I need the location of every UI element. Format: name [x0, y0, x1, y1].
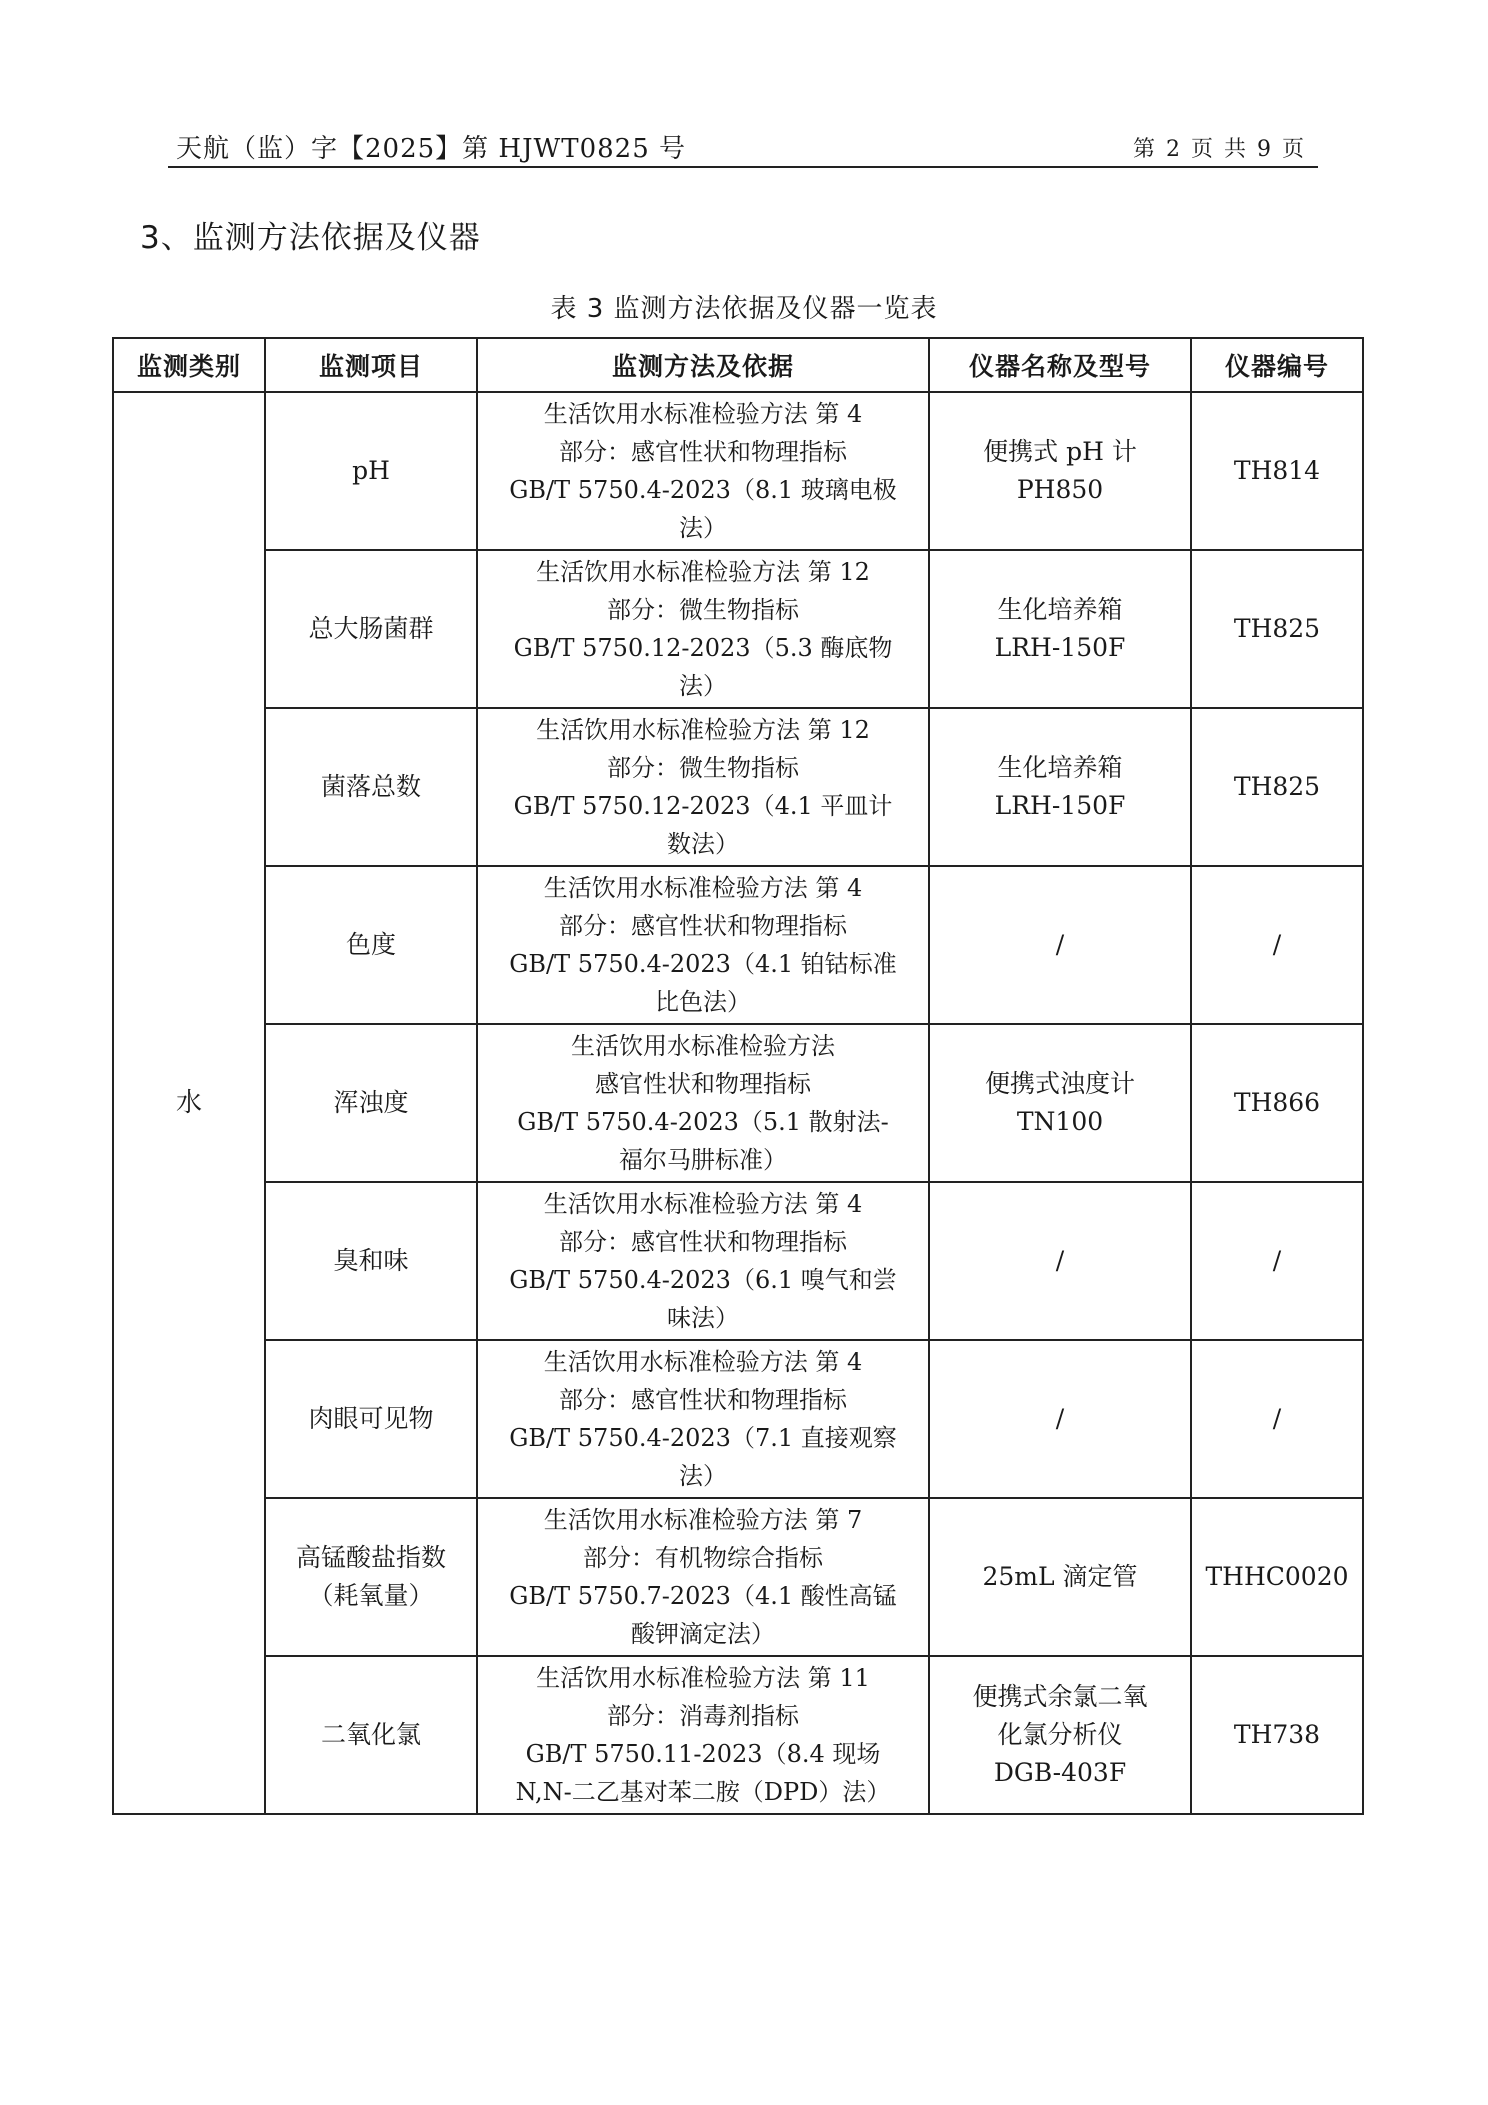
method-cell [477, 1024, 929, 1182]
method-cell-line: 数法） [667, 830, 739, 858]
instrument-cell-line: / [1055, 1404, 1065, 1433]
monitoring-methods-table [112, 337, 1364, 1815]
method-cell-line: 生活饮用水标准检验方法 第 11 [536, 1664, 870, 1692]
method-cell-line: 生活饮用水标准检验方法 第 12 [536, 558, 870, 586]
item-cell [265, 866, 477, 1024]
page-header [168, 126, 1318, 168]
method-cell-line: 生活饮用水标准检验方法 第 4 [543, 874, 863, 902]
instrument-cell-line: 化氯分析仪 [997, 1720, 1123, 1749]
instrument-cell-line: 便携式余氯二氧 [972, 1682, 1148, 1711]
method-cell-line: 感官性状和物理指标 [595, 1070, 811, 1098]
instrument-number-cell: TH825 [1191, 550, 1363, 708]
method-cell-line: 酸钾滴定法） [631, 1620, 775, 1648]
instrument-number-cell: TH738 [1191, 1656, 1363, 1814]
instrument-number-cell: TH866 [1191, 1024, 1363, 1182]
item-cell-line: 二氧化氯 [320, 1720, 421, 1749]
item-cell-line: pH [352, 456, 390, 485]
table-caption: 表 3 监测方法依据及仪器一览表 [550, 294, 938, 324]
column-header-category: 监测类别 [113, 338, 265, 392]
method-cell [477, 1498, 929, 1656]
method-cell-line: 生活饮用水标准检验方法 第 4 [543, 1348, 863, 1376]
method-cell [477, 1182, 929, 1340]
item-cell-line: 色度 [345, 930, 396, 959]
instrument-cell-line: / [1055, 930, 1065, 959]
table-header-row [113, 338, 1363, 392]
method-cell [477, 1340, 929, 1498]
method-cell-line: GB/T 5750.4-2023（5.1 散射法- [517, 1108, 889, 1136]
instrument-number-cell: / [1191, 866, 1363, 1024]
column-header-instrument: 仪器名称及型号 [929, 338, 1191, 392]
method-cell-line: N,N-二乙基对苯二胺（DPD）法） [515, 1778, 891, 1806]
method-cell-line: 福尔马肼标准） [619, 1146, 787, 1174]
method-cell-line: 部分：感官性状和物理指标 [559, 1386, 847, 1414]
item-cell-line: 肉眼可见物 [308, 1404, 434, 1433]
table-row [113, 1340, 1363, 1498]
method-cell [477, 708, 929, 866]
method-cell [477, 1656, 929, 1814]
item-cell [265, 1182, 477, 1340]
item-cell [265, 1024, 477, 1182]
instrument-cell-line: DGB-403F [993, 1758, 1127, 1787]
instrument-cell-line: 25mL 滴定管 [982, 1562, 1138, 1591]
method-cell [477, 550, 929, 708]
table-row [113, 392, 1363, 550]
method-cell-line: GB/T 5750.12-2023（4.1 平皿计 [513, 792, 893, 820]
method-cell-line: GB/T 5750.4-2023（6.1 嗅气和尝 [509, 1266, 897, 1294]
instrument-cell [929, 866, 1191, 1024]
method-cell-line: 部分：感官性状和物理指标 [559, 1228, 847, 1256]
instrument-number-cell: THHC0020 [1191, 1498, 1363, 1656]
item-cell-line: 高锰酸盐指数 [295, 1543, 446, 1572]
method-cell-line: 法） [679, 514, 727, 542]
method-cell-line: 部分：感官性状和物理指标 [559, 438, 847, 466]
item-cell-line: 浑浊度 [333, 1088, 409, 1117]
item-cell [265, 550, 477, 708]
instrument-number-cell: TH814 [1191, 392, 1363, 550]
instrument-number-cell: TH825 [1191, 708, 1363, 866]
instrument-cell-line: / [1055, 1246, 1065, 1275]
method-cell-line: GB/T 5750.4-2023（8.1 玻璃电极 [509, 476, 897, 504]
method-cell-line: 比色法） [655, 988, 751, 1016]
instrument-cell-line: 生化培养箱 [997, 595, 1123, 624]
table-row [113, 708, 1363, 866]
method-cell-line: 生活饮用水标准检验方法 第 4 [543, 400, 863, 428]
instrument-cell [929, 550, 1191, 708]
method-cell-line: 生活饮用水标准检验方法 第 4 [543, 1190, 863, 1218]
column-header-instrument-number: 仪器编号 [1191, 338, 1363, 392]
instrument-cell [929, 1182, 1191, 1340]
method-cell-line: 法） [679, 1462, 727, 1490]
table-row [113, 1656, 1363, 1814]
method-cell-line: 生活饮用水标准检验方法 第 7 [543, 1506, 863, 1534]
method-cell [477, 866, 929, 1024]
method-cell-line: 部分：消毒剂指标 [607, 1702, 799, 1730]
item-cell-line: （耗氧量） [308, 1581, 434, 1610]
instrument-cell [929, 392, 1191, 550]
method-cell-line: GB/T 5750.11-2023（8.4 现场 [525, 1740, 881, 1768]
instrument-cell-line: LRH-150F [994, 791, 1126, 820]
table-row [113, 1024, 1363, 1182]
instrument-cell-line: PH850 [1016, 475, 1104, 504]
section-title: 3、监测方法依据及仪器 [140, 220, 481, 256]
document-number: 天航（监）字【2025】第 HJWT0825 号 [176, 134, 687, 164]
item-cell-line: 总大肠菌群 [308, 614, 434, 643]
table-row [113, 1182, 1363, 1340]
method-cell-line: GB/T 5750.12-2023（5.3 酶底物 [513, 634, 893, 662]
method-cell-line: GB/T 5750.4-2023（7.1 直接观察 [509, 1424, 897, 1452]
page-indicator: 第 2 页 共 9 页 [1133, 137, 1306, 162]
table-row [113, 866, 1363, 1024]
item-cell-line: 臭和味 [333, 1246, 409, 1275]
method-cell-line: 生活饮用水标准检验方法 [571, 1032, 835, 1060]
category-cell: 水 [113, 392, 265, 1814]
method-cell-line: GB/T 5750.7-2023（4.1 酸性高锰 [509, 1582, 897, 1610]
method-cell-line: 法） [679, 672, 727, 700]
method-cell [477, 392, 929, 550]
instrument-number-cell: / [1191, 1340, 1363, 1498]
item-cell [265, 1340, 477, 1498]
method-cell-line: 部分：微生物指标 [607, 754, 799, 782]
item-cell [265, 392, 477, 550]
item-cell [265, 708, 477, 866]
instrument-cell [929, 1024, 1191, 1182]
instrument-cell [929, 1340, 1191, 1498]
method-cell-line: 味法） [667, 1304, 739, 1332]
method-cell-line: 部分：有机物综合指标 [583, 1544, 823, 1572]
instrument-cell-line: 便携式 pH 计 [983, 437, 1137, 466]
table-row [113, 1498, 1363, 1656]
method-cell-line: GB/T 5750.4-2023（4.1 铂钴标准 [509, 950, 897, 978]
method-cell-line: 部分：感官性状和物理指标 [559, 912, 847, 940]
instrument-cell [929, 708, 1191, 866]
instrument-cell [929, 1656, 1191, 1814]
table-row [113, 550, 1363, 708]
table-body [113, 392, 1363, 1814]
instrument-cell [929, 1498, 1191, 1656]
column-header-method: 监测方法及依据 [477, 338, 929, 392]
method-cell-line: 生活饮用水标准检验方法 第 12 [536, 716, 870, 744]
item-cell-line: 菌落总数 [320, 772, 421, 801]
instrument-cell-line: 便携式浊度计 [984, 1069, 1135, 1098]
instrument-cell-line: LRH-150F [994, 633, 1126, 662]
item-cell [265, 1656, 477, 1814]
instrument-cell-line: 生化培养箱 [997, 753, 1123, 782]
item-cell [265, 1498, 477, 1656]
column-header-item: 监测项目 [265, 338, 477, 392]
instrument-cell-line: TN100 [1016, 1107, 1104, 1136]
instrument-number-cell: / [1191, 1182, 1363, 1340]
method-cell-line: 部分：微生物指标 [607, 596, 799, 624]
